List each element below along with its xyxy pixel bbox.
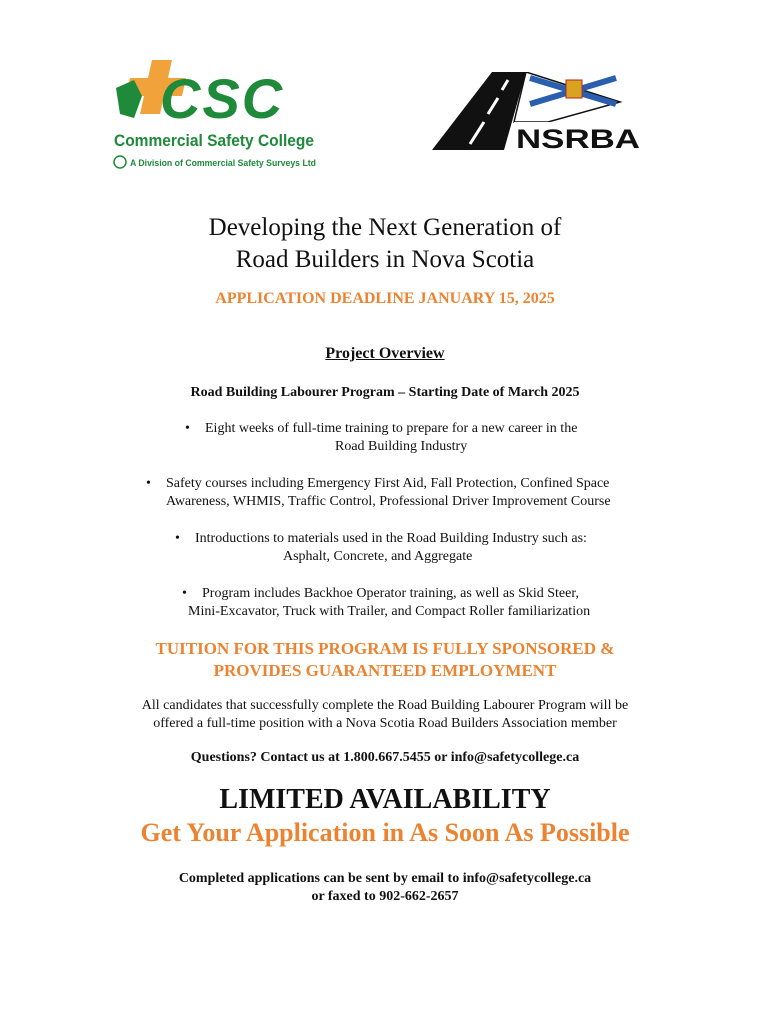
submission-line-1: Completed applications can be sent by email to info@safetycollege.ca <box>178 871 592 886</box>
program-subhead: Road Building Labourer Program – Starting Date of March 2025 <box>190 385 580 400</box>
bullet-line: Awareness, WHMIS, Traffic Control, Professional Driver Improvement Course <box>166 494 611 509</box>
nsrba-logo <box>430 72 644 158</box>
tuition-notice <box>0 638 770 682</box>
bullet-line: Asphalt, Concrete, and Aggregate <box>283 549 473 564</box>
submission-instructions <box>0 870 770 906</box>
csc-logo-division: A Division of Commercial Safety Surveys Ltd <box>130 158 316 168</box>
bullet-icon: • <box>175 531 180 546</box>
page-title <box>0 212 770 276</box>
submission-line-2: or faxed to 902-662-2657 <box>311 889 459 904</box>
bullet-item <box>175 530 587 566</box>
csc-logo <box>112 56 318 174</box>
bullet-line: Mini-Excavator, Truck with Trailer, and Compact Roller familiarization <box>188 604 591 619</box>
bullet-item <box>182 585 591 621</box>
title-line-1: Developing the Next Generation of <box>208 214 562 241</box>
project-overview-heading: Project Overview <box>325 345 445 362</box>
bullet-line: Introductions to materials used in the Road Building Industry such as: <box>195 531 587 546</box>
bullet-item <box>146 475 611 511</box>
tuition-line-1: TUITION FOR THIS PROGRAM IS FULLY SPONSORED & <box>155 639 615 658</box>
nova-scotia-shield-icon <box>566 80 582 98</box>
header-logos <box>0 0 770 190</box>
bullet-line: Road Building Industry <box>335 439 468 454</box>
bullet-line: Program includes Backhoe Operator training, as well as Skid Steer, <box>202 586 579 601</box>
title-line-2: Road Builders in Nova Scotia <box>235 246 535 273</box>
nsrba-logo-name: NSRBA <box>516 124 640 154</box>
csc-logo-mark: CSC <box>160 67 285 130</box>
candidates-statement <box>0 697 770 733</box>
tuition-line-2: PROVIDES GUARANTEED EMPLOYMENT <box>213 661 557 680</box>
get-application-callout: Get Your Application in As Soon As Possible <box>140 818 630 847</box>
csc-logo-name: Commercial Safety College <box>114 132 314 150</box>
contact-questions: Questions? Contact us at 1.800.667.5455 or info@safetycollege.ca <box>190 750 580 765</box>
bullet-item <box>185 420 578 456</box>
bullet-line: Eight weeks of full-time training to prepare for a new career in the <box>205 421 578 436</box>
bullet-icon: • <box>146 476 151 491</box>
limited-availability: LIMITED AVAILABILITY <box>219 784 551 815</box>
csc-division-icon <box>114 156 126 168</box>
bullet-line: Safety courses including Emergency First Aid, Fall Protection, Confined Space <box>166 476 610 491</box>
candidates-line-2: offered a full-time position with a Nova Scotia Road Builders Association member <box>153 716 617 731</box>
bullet-icon: • <box>182 586 187 601</box>
bullet-icon: • <box>185 421 190 436</box>
application-deadline: APPLICATION DEADLINE JANUARY 15, 2025 <box>215 290 555 307</box>
candidates-line-1: All candidates that successfully complete the Road Building Labourer Program will be <box>141 698 629 713</box>
